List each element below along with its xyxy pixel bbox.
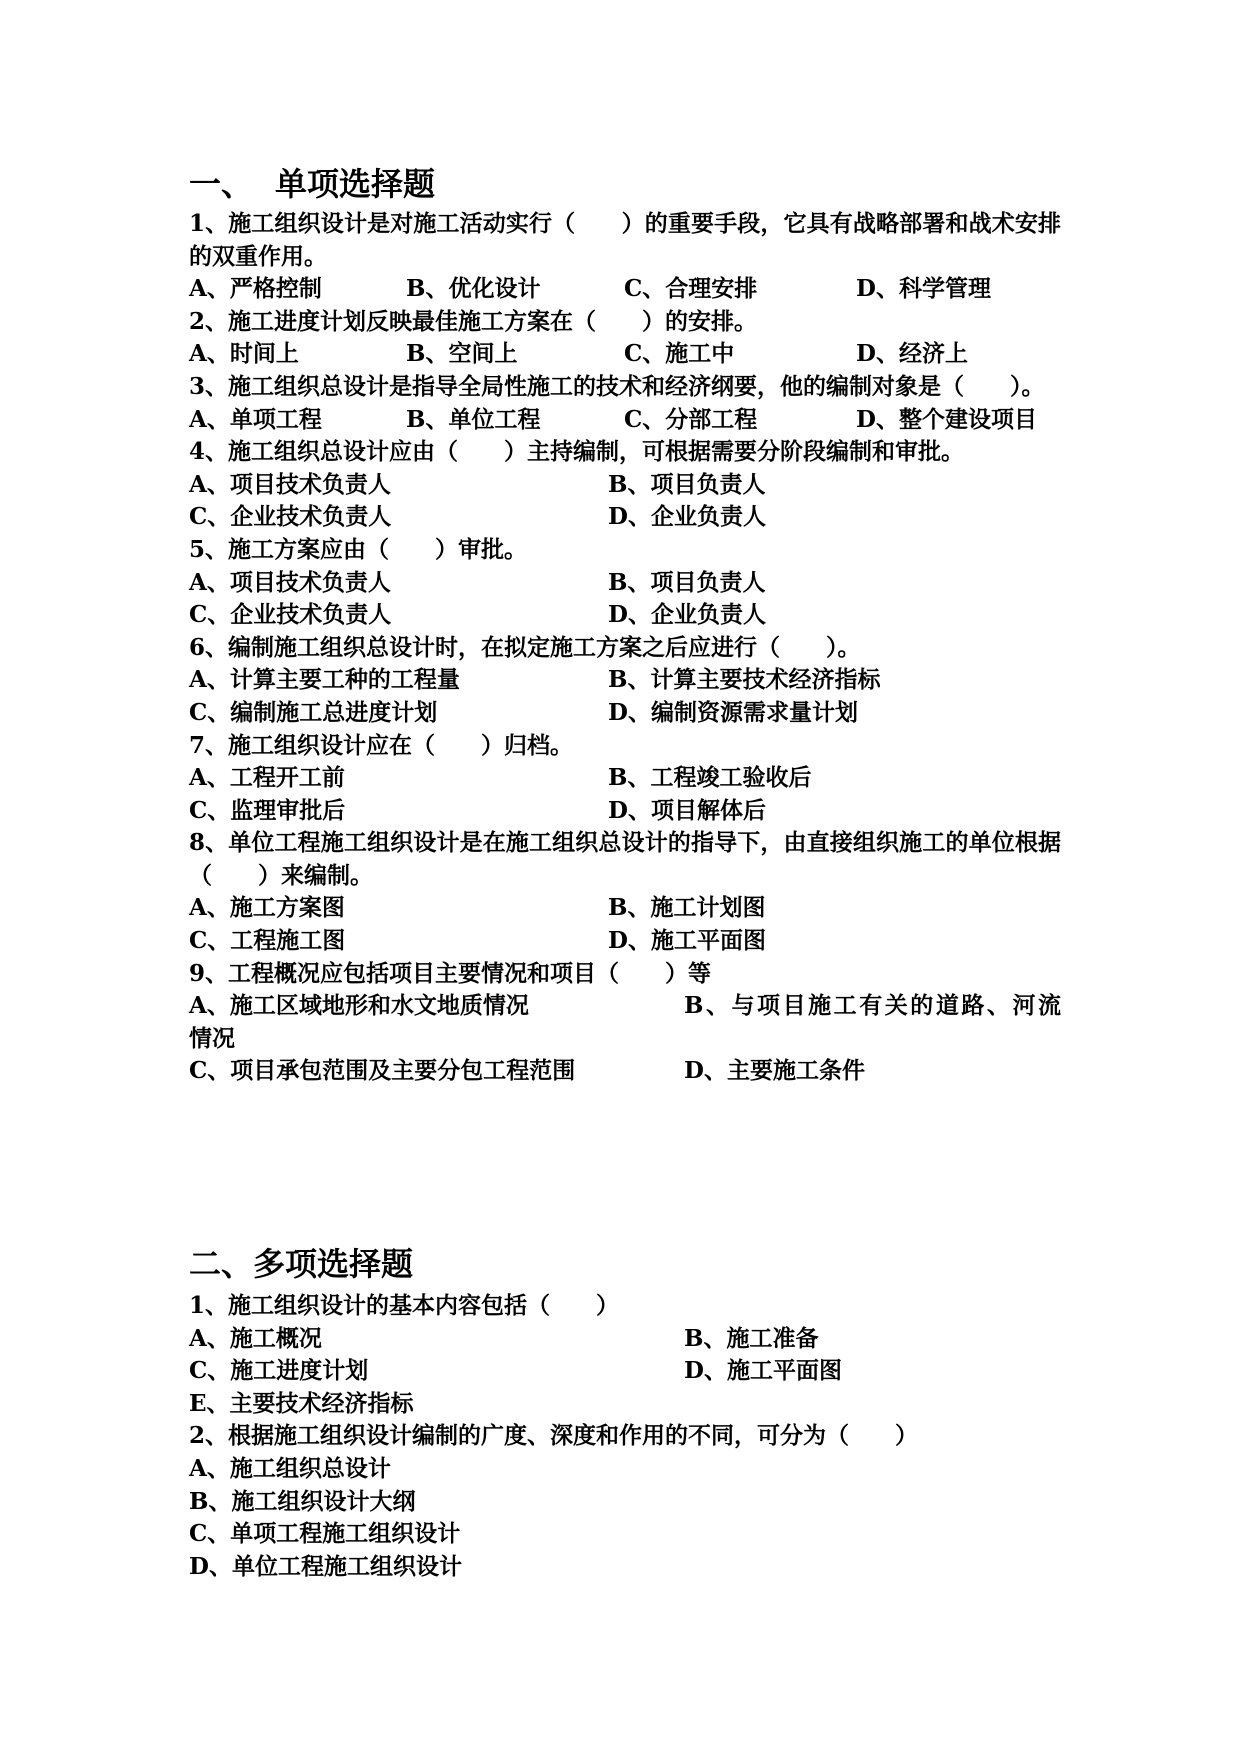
question-stem: 8、单位工程施工组织设计是在施工组织总设计的指导下，由直接组织施工的单位根据 （ ）来编制。 — [189, 829, 1084, 889]
option: D、企业负责人 — [608, 503, 766, 531]
option: B、工程竣工验收后 — [608, 764, 812, 792]
option: B、施工计划图 — [608, 894, 766, 922]
option: C、分部工程 — [624, 405, 758, 433]
option: D、经济上 — [856, 340, 968, 368]
option: C、合理安排 — [624, 275, 758, 303]
option: A、时间上 — [189, 340, 299, 368]
option-continuation: 情况 — [189, 1024, 235, 1052]
option: B、空间上 — [406, 340, 518, 368]
option-row — [189, 469, 1061, 502]
option-row — [189, 567, 1061, 600]
option-row — [189, 599, 1061, 632]
option-row — [189, 501, 1061, 534]
option: C、监理审批后 — [189, 796, 346, 824]
option: C、项目承包范围及主要分包工程范围 — [189, 1057, 576, 1085]
option: D、整个建设项目 — [856, 405, 1037, 433]
option-row — [189, 892, 1061, 925]
option: C、单项工程施工组织设计 — [189, 1520, 461, 1548]
question-stem: 2、施工进度计划反映最佳施工方案在（ ）的安排。 — [189, 307, 758, 335]
option: A、施工方案图 — [189, 894, 345, 922]
option: B、计算主要技术经济指标 — [608, 666, 881, 694]
option: C、施工中 — [624, 340, 735, 368]
option: A、施工组织总设计 — [189, 1454, 391, 1482]
question-stem: 6、编制施工组织总设计时，在拟定施工方案之后应进行（ ）。 — [189, 633, 861, 661]
option: B、单位工程 — [406, 405, 541, 433]
section-title: 一、 单项选择题 — [189, 165, 436, 203]
document-page — [189, 160, 1084, 1580]
option-row — [189, 404, 1061, 437]
single-choice-section — [189, 160, 1084, 1088]
option: E、主要技术经济指标 — [189, 1389, 414, 1417]
option-row — [189, 1355, 1061, 1388]
option: A、项目技术负责人 — [189, 470, 391, 498]
option: C、施工进度计划 — [189, 1357, 369, 1385]
option: D、企业负责人 — [608, 601, 766, 629]
multiple-choice-section — [189, 1240, 1061, 1583]
option: D、项目解体后 — [608, 796, 766, 824]
question-stem: 9、工程概况应包括项目主要情况和项目（ ）等 — [189, 959, 712, 987]
option: B、项目负责人 — [608, 568, 766, 596]
question — [189, 1290, 1061, 1420]
question-stem: 3、施工组织总设计是指导全局性施工的技术和经济纲要，他的编制对象是（ ）。 — [189, 372, 1045, 400]
option-row — [189, 1055, 1061, 1088]
option: B、施工组织设计大纲 — [189, 1487, 416, 1515]
question — [189, 371, 1061, 436]
option: A、施工概况 — [189, 1324, 322, 1352]
question — [189, 958, 1061, 1088]
question — [189, 306, 1061, 371]
question-stem: 2、根据施工组织设计编制的广度、深度和作用的不同，可分为（ ） — [189, 1422, 919, 1450]
option-row — [189, 990, 1061, 1055]
option: B、施工准备 — [684, 1324, 819, 1352]
question — [189, 1420, 1061, 1583]
option: C、工程施工图 — [189, 927, 346, 955]
option: C、企业技术负责人 — [189, 503, 392, 531]
question-stem: 7、施工组织设计应在（ ）归档。 — [189, 731, 574, 759]
option: D、编制资源需求量计划 — [608, 698, 858, 726]
option: D、科学管理 — [856, 275, 991, 303]
option-row — [189, 273, 1061, 306]
question — [189, 208, 1061, 306]
option: D、施工平面图 — [608, 927, 766, 955]
question — [189, 534, 1061, 632]
question-stem: 1、施工组织设计的基本内容包括（ ） — [189, 1292, 620, 1319]
option-row — [189, 795, 1061, 828]
option: B、项目负责人 — [608, 470, 766, 498]
question-stem: 5、施工方案应由（ ）审批。 — [189, 535, 528, 563]
option: A、单项工程 — [189, 405, 322, 433]
option: A、工程开工前 — [189, 764, 345, 792]
option-row — [189, 697, 1061, 730]
option: B、优化设计 — [406, 275, 541, 303]
question-stem: 1、施工组织设计是对施工活动实行（ ）的重要手段，它具有战略部署和战术安排的双重作用。 — [189, 210, 1061, 270]
question — [189, 730, 1061, 828]
option-row — [189, 762, 1061, 795]
option: C、编制施工总进度计划 — [189, 698, 438, 726]
question — [189, 436, 1061, 534]
option-row — [189, 925, 1061, 958]
option: D、单位工程施工组织设计 — [189, 1552, 462, 1580]
option: A、严格控制 — [189, 275, 322, 303]
option: C、企业技术负责人 — [189, 601, 392, 629]
option-row — [189, 664, 1061, 697]
option-row — [189, 338, 1061, 371]
option: D、主要施工条件 — [684, 1057, 865, 1085]
question — [189, 632, 1061, 730]
question — [189, 827, 1084, 957]
option: A、施工区域地形和水文地质情况 — [189, 992, 529, 1020]
option: A、项目技术负责人 — [189, 568, 391, 596]
section-title: 二、多项选择题 — [189, 1245, 414, 1283]
option: D、施工平面图 — [684, 1357, 842, 1385]
option-row — [189, 1323, 1061, 1356]
option: A、计算主要工种的工程量 — [189, 666, 460, 694]
question-stem: 4、施工组织总设计应由（ ）主持编制，可根据需要分阶段编制和审批。 — [189, 438, 965, 466]
option: B、与项目施工有关的道路、河流 — [684, 992, 1061, 1020]
